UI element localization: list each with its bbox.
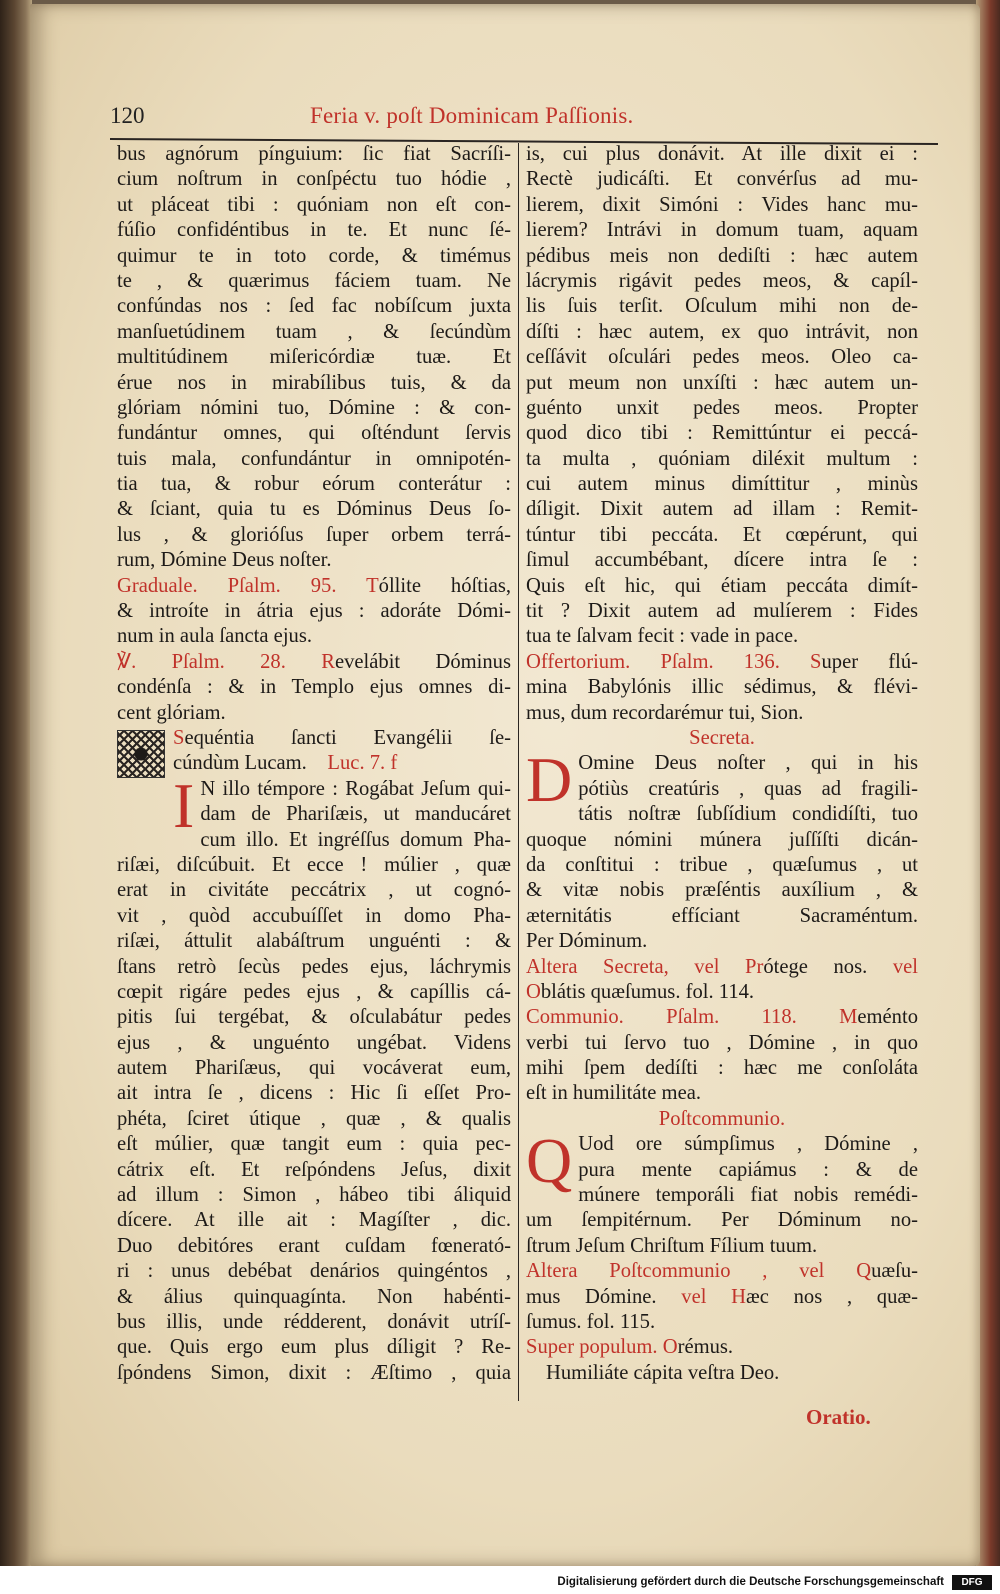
humiliate-line: Humiliáte cápita veſtra Deo.	[546, 1361, 780, 1384]
text-line: guénto unxit pedes meos. Propter	[526, 396, 918, 419]
verse-line: condénſa : & in Templo ejus omnes di-	[117, 676, 511, 699]
text-line: quod dico tibi : Remittúntur ei peccá-	[526, 422, 918, 445]
text-line: tia tua, & robur eórum conterátur :	[117, 473, 511, 496]
text-line: bus illis, unde rédderent, donávit utríſ-	[117, 1311, 511, 1333]
postcommunion-heading: Poſtcommunio.	[658, 1107, 786, 1130]
text-line: eſt múlier, quæ tangit eum : quia pec-	[117, 1133, 511, 1156]
secret-initial: D	[526, 744, 573, 816]
gradual-cap: T	[366, 574, 379, 597]
text-line: ad illum : Simon , hábeo tibi áliquid	[117, 1184, 511, 1207]
alt-secret-vel: vel	[892, 955, 918, 978]
text-line: put meum non unxíſti : hæc autem un-	[526, 371, 918, 394]
text-line: tuis mala, confundántur in omnipotén-	[117, 447, 511, 470]
postcommunion-line: um ſempitérnum. Per Dóminum no-	[526, 1209, 918, 1232]
text-line: pitis ſui tergébat, & oſculabátur pedes	[117, 1006, 511, 1029]
text-line: ta multa , quóniam diléxit multum :	[526, 447, 918, 470]
ornament-icon	[117, 730, 165, 778]
text-line: phéta, ſciret útique , quæ , & qualis	[117, 1107, 511, 1130]
text-line: vit , quòd accubuíſſet in domo Pha-	[117, 904, 511, 927]
text-line: cium noſtrum in conſpéctu tuo hódie ,	[117, 168, 511, 191]
postcommunion-line: ſtrum Jeſum Chriſtum Fílium tuum.	[526, 1234, 818, 1257]
text-line: dícere. At ille ait : Magíſter , dic.	[117, 1209, 511, 1232]
text-line: manſuetúdinem tuam , & ſecúndùm	[117, 320, 511, 343]
alt-postcommunion-line: ſumus. fol. 115.	[526, 1311, 656, 1333]
alt-postcommunion-line	[526, 1259, 918, 1284]
postcommunion-line: múnere temporáli fiat nobis remédi-	[578, 1184, 918, 1207]
text-line: ut pláceat tibi : quóniam non eſt con-	[117, 193, 511, 216]
alt-postcommunion-line	[526, 1285, 918, 1310]
text-line: fundántur omnes, qui oſténdunt ſervis	[117, 422, 511, 445]
gospel-text	[117, 828, 511, 1387]
postcommunion-line: pura mente capiámus : & de	[578, 1158, 918, 1181]
secret-line: pótiùs creatúris , quas ad fragili-	[578, 777, 918, 800]
text-line: multitúdinem miſericórdiæ tuæ. Et	[117, 346, 511, 369]
text-line: æternitátis effíciant Sacraméntum.	[526, 904, 918, 927]
gradual-text: óllite hóſtias,	[378, 574, 511, 597]
gradual-line: num in aula ſancta ejus.	[117, 625, 313, 648]
text-line: cátrix eſt. Et reſpóndens Jeſus, dixit	[117, 1158, 511, 1181]
text-line: rum, Dómine Deus noſter.	[117, 549, 332, 572]
text-line: Quis eſt hic, qui étiam peccáta dimít-	[526, 574, 918, 597]
column-divider	[518, 143, 519, 1401]
verse-line: cent glóriam.	[117, 701, 226, 724]
communion-text: eménto	[857, 1006, 918, 1029]
offertory-line	[526, 650, 918, 675]
text-line: túntur tibi peccáta. Et cœpérunt, qui	[526, 523, 918, 546]
gospel-intro-text: equéntia ſancti Evangélii ſe-	[184, 726, 511, 749]
gospel-heading	[117, 726, 511, 777]
page-header	[110, 103, 940, 139]
communion-line	[526, 1005, 918, 1030]
alt-secret-label: Altera Secreta, vel Pr	[526, 955, 764, 978]
epistle-ending	[117, 142, 511, 574]
alt-secret-line	[526, 980, 918, 1005]
text-line: glóriam nómini tuo, Dómine : & con-	[117, 396, 511, 419]
gospel-cap: S	[173, 726, 185, 749]
text-line: fúſio confidéntibus in te. Et nunc ſé-	[117, 219, 511, 242]
secret-heading: Secreta.	[689, 726, 755, 749]
text-line: te , & quærimus fáciem tuam. Ne	[117, 269, 511, 292]
text-line: díſti : hæc autem, ex quo intrávit, non	[526, 320, 918, 343]
text-line: da conſtitui : tribue , quæſumus , ut	[526, 853, 918, 876]
secret-line: Omine Deus noſter , qui in his	[578, 752, 918, 775]
text-line: ceſſávit oſculári pedes meos. Oleo ca-	[526, 346, 918, 369]
text-line: quoque nómini múnera juſſíſti dicán-	[526, 828, 918, 851]
gospel-initial: I	[173, 769, 195, 841]
communion-cap: M	[839, 1006, 858, 1029]
text-line: & ſciant, quia tu es Dóminus Deus ſo-	[117, 498, 511, 521]
gospel-line: N illo témpore : Rogábat Jeſum qui-	[200, 777, 511, 800]
gospel-ending	[526, 142, 918, 650]
text-line: ri : unus debébat denários quingéntos ,	[117, 1260, 511, 1283]
text-line: tit ? Dixit autem ad mulíerem : Fides	[526, 600, 918, 623]
communion-label: Communio. Pſalm. 118.	[526, 1006, 797, 1029]
text-line: érue nos in mirabílibus tuis, & da	[117, 371, 511, 394]
alt-postcommunion-label: Altera Poſtcommunio , vel Q	[526, 1260, 872, 1283]
gospel-intro	[173, 751, 511, 776]
gospel-reference: Luc. 7. f	[327, 752, 398, 775]
text-line: díligit. Dixit autem ad illam : Remit-	[526, 498, 918, 521]
text-line: bus agnórum pínguium: ſic fiat Sacríſi-	[117, 143, 511, 165]
verse-text: evelábit Dóminus	[334, 650, 511, 673]
offertory-text: uper flú-	[821, 650, 918, 673]
super-populum-label: Super populum.	[526, 1336, 658, 1359]
text-line: & vitæ nobis præſéntis auxílium , &	[526, 879, 918, 902]
dfg-logo: DFG	[952, 1575, 992, 1590]
text-line: ſtans retrò ſecùs pedes ejus, láchrymis	[117, 955, 511, 978]
text-line: lierem? Intrávi in domum tuam, aquam	[526, 219, 918, 242]
text-line: que. Quis ergo eum plus díligit ? Re-	[117, 1336, 511, 1359]
super-populum-text: rémus.	[677, 1336, 734, 1359]
alt-secret-line	[526, 955, 918, 980]
postcommunion-initial: Q	[526, 1125, 573, 1197]
text-line: ſimul accumbébant, dícere intra ſe :	[526, 549, 918, 572]
right-column	[526, 142, 918, 1386]
text-line: Duo debitóres erant cuſdam fœnerató-	[117, 1234, 511, 1257]
running-head: Feria v. poſt Dominicam Paſſionis.	[310, 103, 634, 128]
text-line: lis ſuis terſit. Oſculum mihi non de-	[526, 295, 918, 318]
secret-text	[526, 802, 918, 954]
text-line: riſæi, áttulit alabáſtrum unguénti : &	[117, 930, 511, 953]
text-line: erat in civitáte peccátrix , ut cognó-	[117, 879, 511, 902]
text-line: is, cui plus donávit. At ille dixit ei :	[526, 143, 918, 165]
text-line: cui autem minus dimíttitur , minùs	[526, 473, 918, 496]
text-line: ſpóndens Simon, dixit : Æſtimo , quia	[117, 1361, 511, 1384]
offertory-line: mina Babylónis illic sédimus, & flévi-	[526, 676, 918, 699]
gospel-intro-text: cúndùm Lucam.	[173, 752, 307, 775]
alt-secret-text: ótege nos.	[763, 955, 868, 978]
super-populum-cap: O	[662, 1336, 678, 1359]
offertory-cap: S	[810, 650, 822, 673]
gradual-line: & introíte in átria ejus : adoráte Dómi-	[117, 600, 511, 623]
postcommunion-line: Uod ore súmpſimus , Dómine ,	[578, 1133, 918, 1156]
text-line: tua te ſalvam fecit : vade in pace.	[526, 625, 799, 648]
offertory-line: mus, dum recordarémur tui, Sion.	[526, 701, 804, 724]
offertory-label: Offertorium. Pſalm. 136.	[526, 650, 780, 673]
text-line: & álius quinquagínta. Non habénti-	[117, 1285, 511, 1308]
left-column	[117, 142, 511, 1386]
communion-line: mihi ſpem dedíſti : hæc me conſoláta	[526, 1057, 918, 1080]
alt-postcommunion-text: mus Dómine.	[526, 1285, 657, 1308]
gospel-line: dam de Phariſæis, ut manducáret	[200, 803, 511, 826]
text-line: lácrymis rigávit pedes meos, & capíl-	[526, 269, 918, 292]
text-line: cum illo. Et ingréſſus domum Pha-	[200, 828, 511, 851]
gradual-label: Graduale. Pſalm. 95.	[117, 574, 337, 597]
alt-postcommunion-cap: H	[731, 1285, 747, 1308]
text-line: quimur te in toto corde, & timémus	[117, 244, 511, 267]
verse-cap: R	[321, 650, 335, 673]
text-line: Rectè judicáſti. Et convérſus ad mu-	[526, 168, 918, 191]
alt-postcommunion-text: uæſu-	[871, 1260, 918, 1283]
communion-line: verbi tui ſervo tuo , Dómine , in quo	[526, 1031, 918, 1054]
communion-line: eſt in humilitáte mea.	[526, 1082, 701, 1105]
gospel-intro	[173, 726, 511, 751]
text-line: autem Phariſæus, qui vocáverat eum,	[117, 1057, 511, 1080]
alt-postcommunion-text: æc nos , quæ-	[746, 1285, 918, 1308]
text-line: cœpit rigáre pedes ejus , & capíllis cá-	[117, 980, 511, 1003]
alt-postcommunion-vel: vel	[681, 1285, 707, 1308]
text-line: lierem, dixit Simóni : Vides hanc mu-	[526, 193, 918, 216]
super-populum-line	[526, 1335, 918, 1360]
text-line: tátis noſtræ ſubſídium condidíſti, tuo	[578, 803, 918, 826]
text-line: lus , & glorióſus ſuper orbem terrá-	[117, 523, 511, 546]
verse-line	[117, 650, 511, 675]
book-binding	[0, 0, 32, 1594]
text-line: confúndas nos : ſed fac nobíſcum juxta	[117, 295, 511, 318]
footer-credit: Digitalisierung gefördert durch die Deutsche Forschungsgemeinschaft	[557, 1576, 944, 1588]
text-line: riſæi, diſcúbuit. Et ecce ! múlier , quæ	[117, 853, 511, 876]
text-line: pédibus meis non dediſti : hæc autem	[526, 244, 918, 267]
text-line: ait intra ſe , dicens : Hic ſi eſſet Pro-	[117, 1082, 511, 1105]
text-line: Per Dóminum.	[526, 930, 648, 953]
text-line: ejus , & unguénto ungébat. Videns	[117, 1031, 511, 1054]
alt-secret-cap: O	[526, 980, 541, 1003]
gradual-line	[117, 574, 511, 599]
alt-secret-text: blátis quæſumus. fol. 114.	[540, 980, 755, 1003]
page-number: 120	[110, 103, 145, 128]
catchword: Oratio.	[806, 1405, 871, 1429]
verse-label: ℣. Pſalm. 28.	[117, 650, 286, 673]
